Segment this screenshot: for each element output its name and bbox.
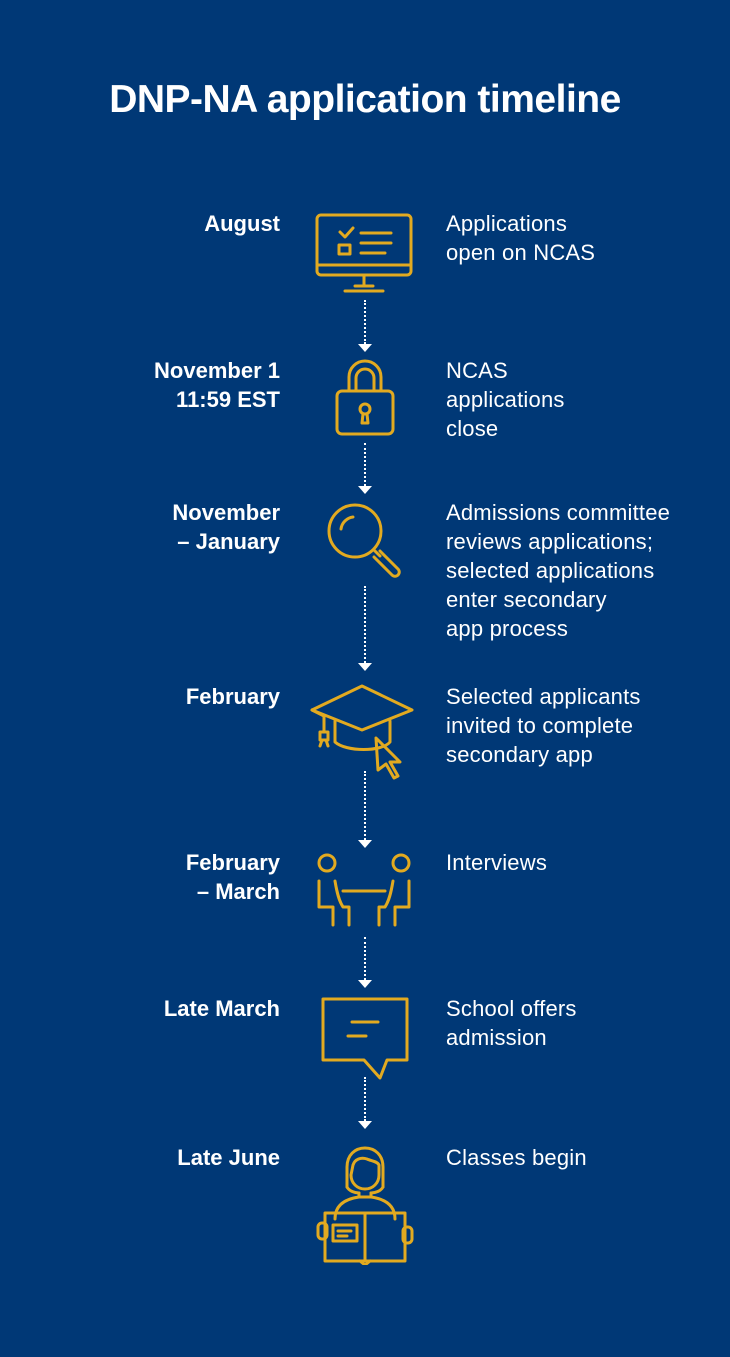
- step-description-november-january: Admissions committee reviews applications; selected applications enter secondary app process: [446, 500, 671, 641]
- arrow-down-icon: [358, 840, 372, 848]
- step-description-november-1: NCAS applications close: [446, 358, 565, 441]
- step-date-late-march: Late March: [163, 996, 280, 1021]
- step-date-february-march: February – March: [185, 850, 280, 904]
- page-title: DNP-NA application timeline: [109, 78, 621, 121]
- timeline-connector: [357, 1077, 373, 1129]
- timeline-connector: [357, 771, 373, 848]
- step-date-november-1: November 1 11:59 EST: [154, 358, 280, 412]
- timeline-connector: [357, 586, 373, 671]
- monitor-checklist-icon: [315, 213, 415, 295]
- step-date-november-january: November – January: [172, 500, 280, 554]
- magnifying-glass-icon: [326, 502, 404, 580]
- student-reading-icon: [315, 1145, 415, 1265]
- arrow-down-icon: [358, 344, 372, 352]
- step-description-late-june: Classes begin: [446, 1145, 587, 1170]
- padlock-icon: [335, 359, 395, 437]
- timeline-connector: [357, 937, 373, 988]
- arrow-down-icon: [358, 663, 372, 671]
- timeline-connector: [357, 300, 373, 352]
- speech-bubble-icon: [320, 996, 410, 1082]
- arrow-down-icon: [358, 980, 372, 988]
- step-date-late-june: Late June: [177, 1145, 280, 1170]
- arrow-down-icon: [358, 486, 372, 494]
- step-description-august: Applications open on NCAS: [446, 211, 596, 265]
- interview-people-icon: [313, 851, 417, 931]
- step-description-late-march: School offers admission: [446, 996, 577, 1050]
- step-date-august: August: [204, 211, 280, 236]
- timeline-connector: [357, 443, 373, 494]
- step-description-february-march: Interviews: [446, 850, 548, 875]
- step-description-february: Selected applicants invited to complete secondary app: [446, 684, 641, 767]
- graduation-cap-cursor-icon: [310, 684, 422, 780]
- arrow-down-icon: [358, 1121, 372, 1129]
- step-date-february: February: [185, 684, 280, 709]
